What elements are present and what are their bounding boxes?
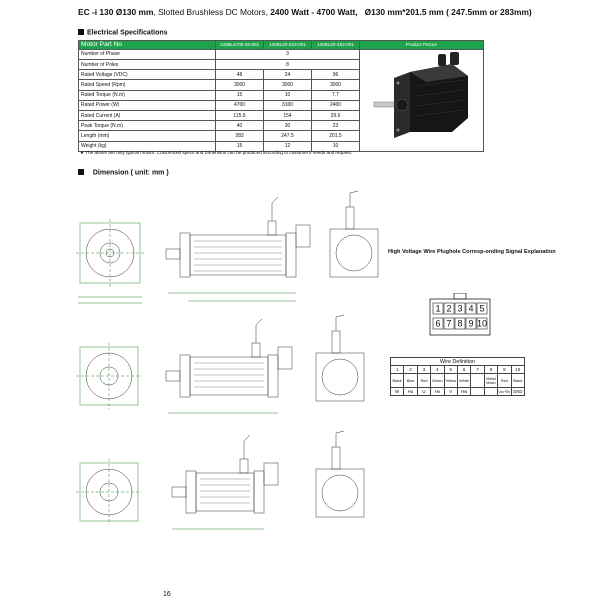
row-value: 12 [264,141,312,151]
plug-pin-diagram [428,293,492,337]
wire-color: White [457,374,470,388]
row-value: 15 [216,141,264,151]
row-label: Rated Current (A) [79,111,216,121]
wire-numbers-row [391,366,525,374]
hv-wire-plughole-label: High Voltage Wire Plughole Corresp-onding Signal Explanation [388,249,556,255]
page-number: 16 [163,591,171,598]
wire-color: Black [511,374,524,388]
wire-signal: U [417,388,430,396]
row-label: Number of Poles [79,60,216,70]
row-value: 23 [312,121,360,131]
spec-table [78,40,484,152]
wire-number: 4 [431,366,444,374]
row-label: Rated Voltage (VDC) [79,70,216,80]
row-value: 96 [312,70,360,80]
wire-number: 10 [511,366,524,374]
row-label: Length (mm) [79,131,216,141]
plug-pin-number: 5 [479,303,485,314]
row-label: Rated Power (W) [79,100,216,110]
row-value: 30 [264,121,312,131]
wire-definition-title: Wire Definition [391,358,525,366]
plug-pin-number: 4 [468,303,474,314]
wire-color: Black [391,374,404,388]
wire-number: 8 [484,366,497,374]
row-value: 3000 [312,80,360,90]
row-value: 247.5 [264,131,312,141]
wire-signal: Vcc+5V [498,389,511,394]
wire-signal: Hv [431,388,444,396]
row-value: 15 [216,90,264,100]
row-value: 10 [312,141,360,151]
wire-signal: Hw [457,388,470,396]
row-value: 201.5 [312,131,360,141]
drawing-set-short [76,431,364,529]
drawing-set-medium [76,315,364,413]
header-product-picture: Product Picture [360,41,484,50]
plug-pins-bottom [433,318,487,329]
wire-signal: GND [512,389,523,394]
bullet-square-icon [78,29,84,35]
plug-pins-top [433,303,487,314]
row-value: 29.6 [312,111,360,121]
wire-number: 7 [471,366,484,374]
wire-signal: W [391,388,404,396]
row-value: 8 [216,60,360,70]
wire-color: Metal Mesh [484,374,497,388]
row-value: 40 [216,121,264,131]
wire-color [471,374,484,388]
wire-color: Blue [404,374,417,388]
row-value: 3000 [264,80,312,90]
wire-color: Red [498,374,511,388]
row-label: Peak Torque (N.m) [79,121,216,131]
spec-header-row [79,41,484,50]
wire-number: 6 [457,366,470,374]
row-value: 115.5 [216,111,264,121]
row-value: 2400 [312,100,360,110]
wire-signal [484,388,497,396]
motor-product-picture [360,50,483,149]
wire-definition-table [390,357,525,396]
wire-signal [471,388,484,396]
plug-pin-number: 2 [446,303,452,314]
drawing-set-long [76,191,378,303]
row-value: 10 [264,90,312,100]
plug-pin-number: 3 [457,303,463,314]
wire-number: 2 [404,366,417,374]
row-value: 7.7 [312,90,360,100]
wire-number: 3 [417,366,430,374]
wire-signals-row [391,388,525,396]
wire-number: 9 [498,366,511,374]
wire-signal: V [444,388,457,396]
wire-colors-row [391,374,525,388]
bullet-square-icon [78,169,84,175]
row-value: 3000 [216,80,264,90]
header-model-2: 130BL00-622-001 [264,41,312,50]
plug-pin-number: 1 [435,303,441,314]
header-model-1: 130BL4700-48-001 [216,41,264,50]
product-picture-cell [360,49,484,151]
plug-pin-number: 10 [476,318,488,329]
table-row [79,49,484,59]
row-value: 154 [264,111,312,121]
row-value: 24 [264,70,312,80]
header-model-3: 130BL00-452-001 [312,41,360,50]
row-value: 3100 [264,100,312,110]
wire-signal: Hu [404,388,417,396]
plug-pin-number: 8 [457,318,463,329]
plug-pin-number: 9 [468,318,474,329]
row-label: Number of Phase [79,49,216,59]
plug-pin-number: 7 [446,318,452,329]
wire-color: Yellow [444,374,457,388]
page-title: EC -i 130 Ø130 mm, Slotted Brushless DC Motors, 2400 Watt - 4700 Watt, Ø130 mm*201.5 mm ( 247.5mm or 283mm) [78,7,532,17]
row-value: 283 [216,131,264,141]
row-value: 48 [216,70,264,80]
dimension-drawings [68,185,388,575]
header-motor-part-no: Motor Part No [79,41,216,50]
plug-pin-number: 6 [435,318,441,329]
electrical-specifications-heading: Electrical Specifications [78,29,168,37]
wire-color: Red [417,374,430,388]
specs-note: ★ The above are only typical motors. Customized specs and Dimension can be produced according to customer's needs and request. [80,150,353,155]
row-value: 3 [216,49,360,59]
wire-color: Green [431,374,444,388]
row-label: Rated Speed (Rpm) [79,80,216,90]
row-label: Weight (kg) [79,141,216,151]
wire-number: 1 [391,366,404,374]
row-label: Rated Torque (N.m) [79,90,216,100]
dimension-heading: Dimension ( unit: mm ) [78,169,169,177]
row-value: 4700 [216,100,264,110]
wire-number: 5 [444,366,457,374]
